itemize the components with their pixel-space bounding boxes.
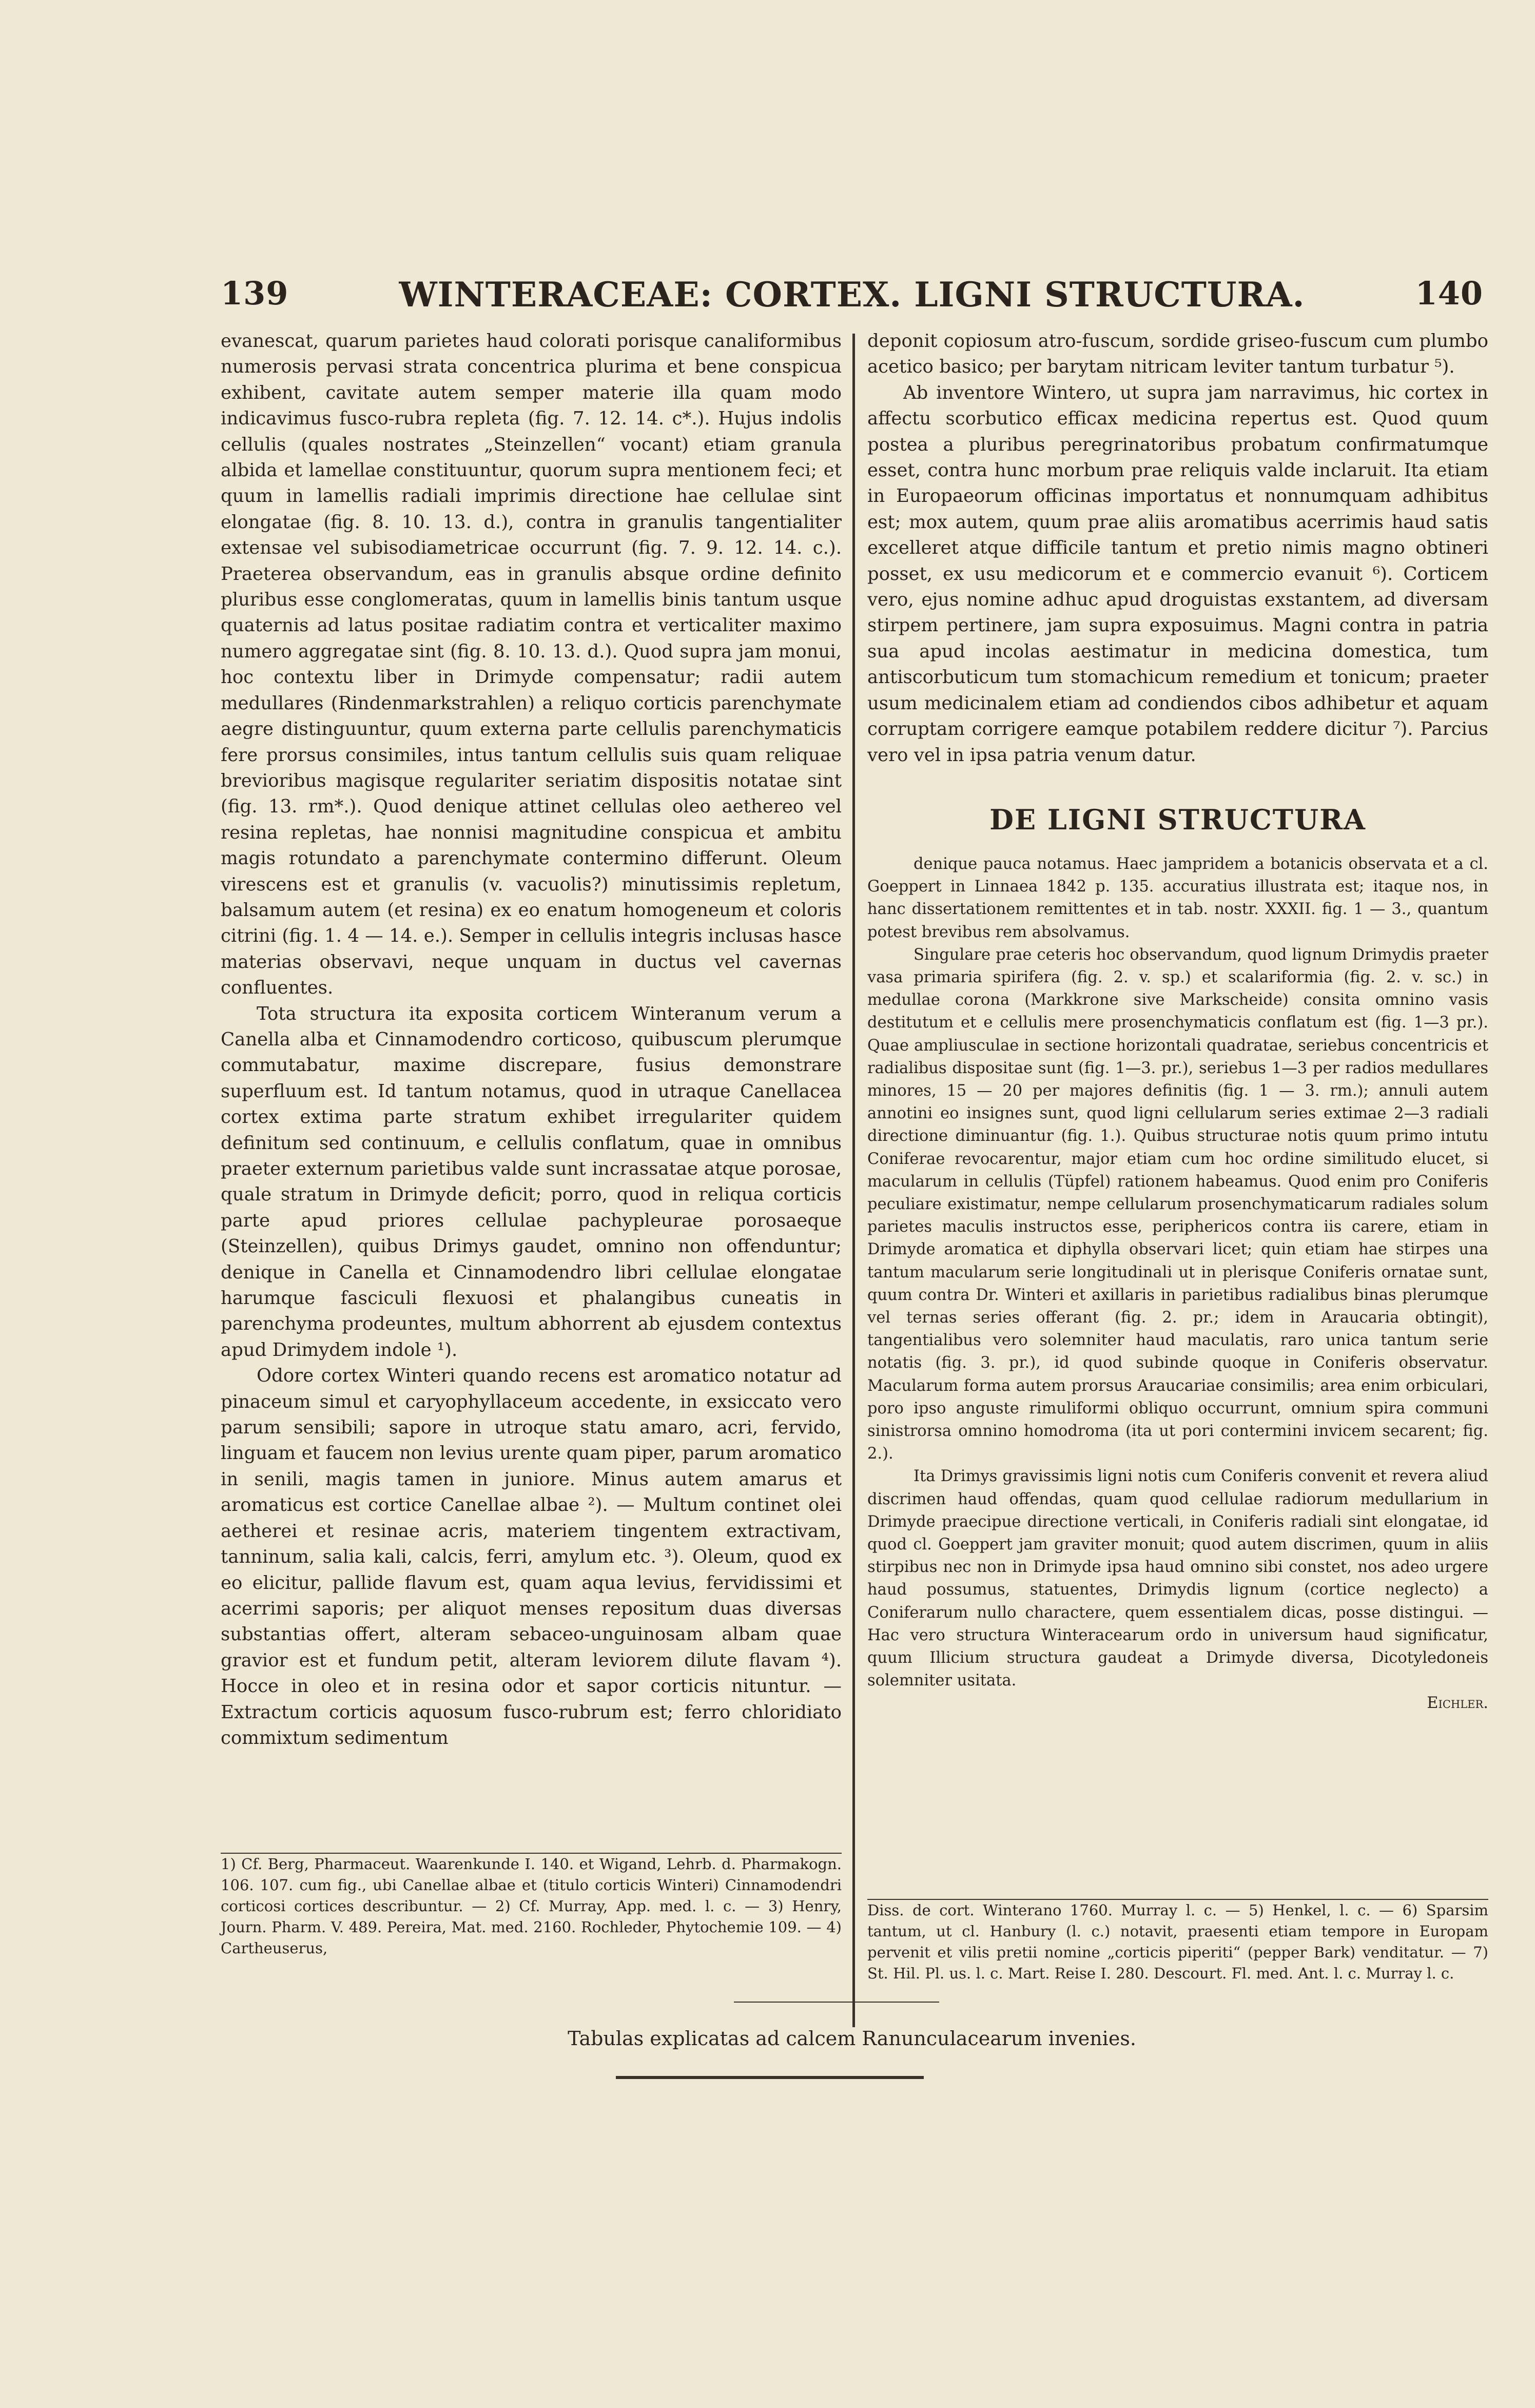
running-title: WINTERACEAE: CORTEX. LIGNI STRUCTURA.: [399, 275, 1305, 315]
right-paragraph-2: Ab inventore Wintero, ut supra jam narravimus, hic cortex in affectu scorbutico efficax medicina repertus est. Quod quum postea a pluribus peregrinatoribus probatum confirmatumque esset, contra hunc morbum prae reliquis valde inclaruit. Ita etiam in Europaeorum officinas importatus et nonnumquam adhibitus est; mox autem, quum prae aliis aromatibus acerrimis haud satis excelleret atque difficile tantum et pretio nimis magno obtineri posset, ex usu medicorum et e commercio evanuit ⁶). Corticem vero, ejus nomine adhuc apud droguistas exstantem, ad diversam stirpem pertinere, jam supra exposuimus. Magni contra in patria sua apud incolas aestimatur in medicina domestica, tum antiscorbuticum tum stomachicum remedium et tonicum; praeter usum medicinalem etiam ad condiendos cibos adhibetur et aquam corruptam corrigere eamque potabilem reddere dicitur ⁷). Parcius vero vel in ipsa patria venum datur.: [867, 382, 1488, 766]
left-column: [221, 328, 842, 2073]
left-paragraph-2: Tota structura ita exposita corticem Winteranum verum a Canella alba et Cinnamodendro corticoso, quibuscum plerumque commutabatur, maxime discrepare, fusius demonstrare superfluum est. Id tantum notamus, quod in utraque Canellacea cortex extima parte stratum exhibet irregulariter quidem definitum sed continuum, e cellulis conflatum, quae in omnibus praeter externum parietibus valde sunt incrassatae atque porosae, quale stratum in Drimyde deficit; porro, quod in reliqua corticis parte apud priores cellulae pachypleurae porosaeque (Steinzellen), quibus Drimys gaudet, omnino non offenduntur; denique in Canella et Cinnamodendro libri cellulae elongatae harumque fasciculi flexuosi et phalangibus cuneatis in parenchyma prodeuntes, multum abhorrent ab ejusdem contextus apud Drimydem indole ¹).: [221, 1003, 842, 1361]
running-header: [221, 275, 1483, 316]
column-divider: [852, 334, 855, 2027]
page-number-left: 139: [221, 275, 289, 312]
right-paragraph-1: deponit copiosum atro-fuscum, sordide griseo-fuscum cum plumbo acetico basico; per barytam nitricam leviter tantum turbatur ⁵).: [867, 331, 1488, 378]
section-heading: DE LIGNI STRUCTURA: [989, 803, 1366, 836]
page-number-right: 140: [1415, 275, 1483, 312]
left-footnote-text: 1) Cf. Berg, Pharmaceut. Waarenkunde I. 140. et Wigand, Lehrb. d. Pharmakogn. 106. 107. cum fig., ubi Canellae albae et (titulo corticis Winteri) Cinnamodendri corticosi cortices describuntur. — 2) Cf. Murray, App. med. l. c. — 3) Henry, Journ. Pharm. V. 489. Pereira, Mat. med. 2160. Rochleder, Phytochemie 109. — 4) Cartheuserus,: [221, 1855, 842, 1957]
left-footnotes: [221, 1853, 842, 1959]
left-paragraph-1: evanescat, quarum parietes haud colorati porisque canaliformibus numerosis pervasi strata concentrica plurima et bene conspicua exhibent, cavitate autem semper materie illa quam modo indicavimus fusco-rubra repleta (fig. 7. 12. 14. c*.). Hujus indolis cellulis (quales nostrates „Steinzellen“ vocant) etiam granula albida et lamellae constituuntur, quorum supra mentionem feci; et quum in lamellis radiali imprimis directione hae cellulae sint elongatae (fig. 8. 10. 13. d.), contra in granulis tangentialiter extensae vel subisodiametricae occurrunt (fig. 7. 9. 12. 14. c.). Praeterea observandum, eas in granulis absque ordine definito pluribus esse conglomeratas, quum in lamellis binis tantum usque quaternis ad latus positae radiatim contra et verticaliter maximo numero aggregatae sint (fig. 8. 10. 13. d.). Quod supra jam monui, hoc contextu liber in Drimyde compensatur; radii autem medullares (Rindenmarkstrahlen) a reliquo corticis parenchymate aegre distinguuntur, quum externa parte cellulis parenchymaticis fere prorsus consimiles, intus tantum cellulis suis quam reliquae brevioribus magisque regulariter seriatim dispositis notatae sint (fig. 13. rm*.). Quod denique attinet cellulas oleo aethereo vel resina repletas, hae nonnisi magnitudine conspicua et ambitu magis rotundato a parenchymate contermino differunt. Oleum virescens est et granulis (v. vacuolis?) minutissimis repletum, balsamum autem (et resina) ex eo enatum homogeneum et coloris citrini (fig. 1. 4 — 14. e.). Semper in cellulis integris inclusas hasce materias observavi, neque unquam in ductus vel cavernas confluentes.: [221, 331, 842, 999]
author-signature: Eichler.: [1427, 1694, 1488, 1713]
right-footnote-text: Diss. de cort. Winterano 1760. Murray l. c. — 5) Henkel, l. c. — 6) Sparsim tantum, ut cl. Hanbury (l. c.) notavit, praesenti etiam tempore in Europam pervenit et vilis pretii nomine „corticis piperiti“ (pepper Bark) venditatur. — 7) St. Hil. Pl. us. l. c. Mart. Reise I. 280. Descourt. Fl. med. Ant. l. c. Murray l. c.: [867, 1901, 1488, 1982]
bottom-rule: [734, 2002, 939, 2003]
right-footnotes: [867, 1899, 1488, 1984]
section-paragraph-2: Singulare prae ceteris hoc observandum, quod lignum Drimydis praeter vasa primaria spirifera (fig. 2. v. sp.) et scalariformia (fig. 2. v. sc.) in medullae corona (Markkrone sive Markscheide) consita omnino vasis destitutum et e cellulis mere prosenchymaticis conflatum est (fig. 1—3 pr.). Quae ampliusculae in sectione horizontali quadratae, seriebus concentricis et radialibus dispositae sunt (fig. 1—3. pr.), seriebus 1—3 per radios medullares minores, 15 — 20 per majores definitis (fig. 1 — 3. rm.); annuli autem annotini eo insignes sunt, quod ligni cellularum series extimae 2—3 radiali directione diminuantur (fig. 1.). Quibus structurae notis quum primo intutu Coniferae revocarentur, major etiam cum hoc ordine similitudo elucet, si macularum in cellulis (Tüpfel) rationem habeamus. Quod enim pro Coniferis peculiare existimatur, nempe cellularum prosenchymaticarum radiales solum parietes maculis instructos esse, periphericos contra iis carere, etiam in Drimyde aromatica et diphylla observari licet; quin etiam hae stirpes una tantum macularum serie longitudinali ut in plerisque Coniferis ornatae sunt, quum contra Dr. Winteri et axillaris in parietibus radialibus binas plerumque vel ternas series offerant (fig. 2. pr.; idem in Araucaria obtingit), tangentialibus vero solemniter haud maculatis, raro unica tantum serie notatis (fig. 3. pr.), id quod subinde quoque in Coniferis observatur. Macularum forma autem prorsus Araucariae consimilis; area enim orbiculari, poro ipso anguste rimuliformi obliquo occurrunt, omnium spira communi sinistrorsa omnino homodroma (ita ut pori contermini invicem secarent; fig. 2.).: [867, 945, 1488, 1463]
left-paragraph-3: Odore cortex Winteri quando recens est aromatico notatur ad pinaceum simul et caryophyllaceum accedente, in exsiccato vero parum sensibili; sapore in utroque statu amaro, acri, fervido, linguam et faucem non levius urente quam piper, parum aromatico in senili, magis tamen in juniore. Minus autem amarus et aromaticus est cortice Canellae albae ²). — Multum continet olei aetherei et resinae acris, materiem tingentem extractivam, tanninum, salia kali, calcis, ferri, amylum etc. ³). Oleum, quod ex eo elicitur, pallide flavum est, quam aqua levius, fervidissimi et acerrimi saporis; per aliquot menses repositum duas diversas substantias offert, alteram sebaceo-unguinosam albam quae gravior est et fundum petit, alteram leviorem dilute flavam ⁴). Hocce in oleo et in resina odor et sapor corticis nituntur. — Extractum corticis aquosum fusco-rubrum est; ferro chloridiato commixtum sedimentum: [221, 1365, 842, 1749]
section-paragraph-3: Ita Drimys gravissimis ligni notis cum Coniferis convenit et revera aliud discrimen haud offendas, quam quod cellulae radiorum medullarium in Drimyde praecipue directione verticali, in Coniferis radiali sint elongatae, id quod cl. Goeppert jam graviter monuit; quod autem discrimen, quum in aliis stirpibus nec non in Drimyde ipsa haud omnino sibi constet, nos adeo urgere haud possumus, statuentes, Drimydis lignum (cortice neglecto) a Coniferarum nullo charactere, quem essentialem dicas, posse distingui. — Hac vero structura Winteracearum ordo in universum haud significatur, quum Illicium structura gaudeat a Drimyde diversa, Dicotyledoneis solemniter usitata.: [867, 1467, 1488, 1690]
section-body: [867, 853, 1488, 1715]
section-paragraph-1: denique pauca notamus. Haec jampridem a botanicis observata et a cl. Goeppert in Linnaea 1842 p. 135. accuratius illustrata est; itaque nos, in hanc dissertationem remittentes et in tab. nostr. XXXII. fig. 1 — 3., quantum potest brevibus rem absolvamus.: [867, 855, 1488, 941]
right-column: [867, 328, 1488, 2073]
bottom-ornament: [616, 2076, 924, 2079]
bottom-note: Tabulas explicatas ad calcem Ranunculacearum invenies.: [568, 2027, 1136, 2050]
